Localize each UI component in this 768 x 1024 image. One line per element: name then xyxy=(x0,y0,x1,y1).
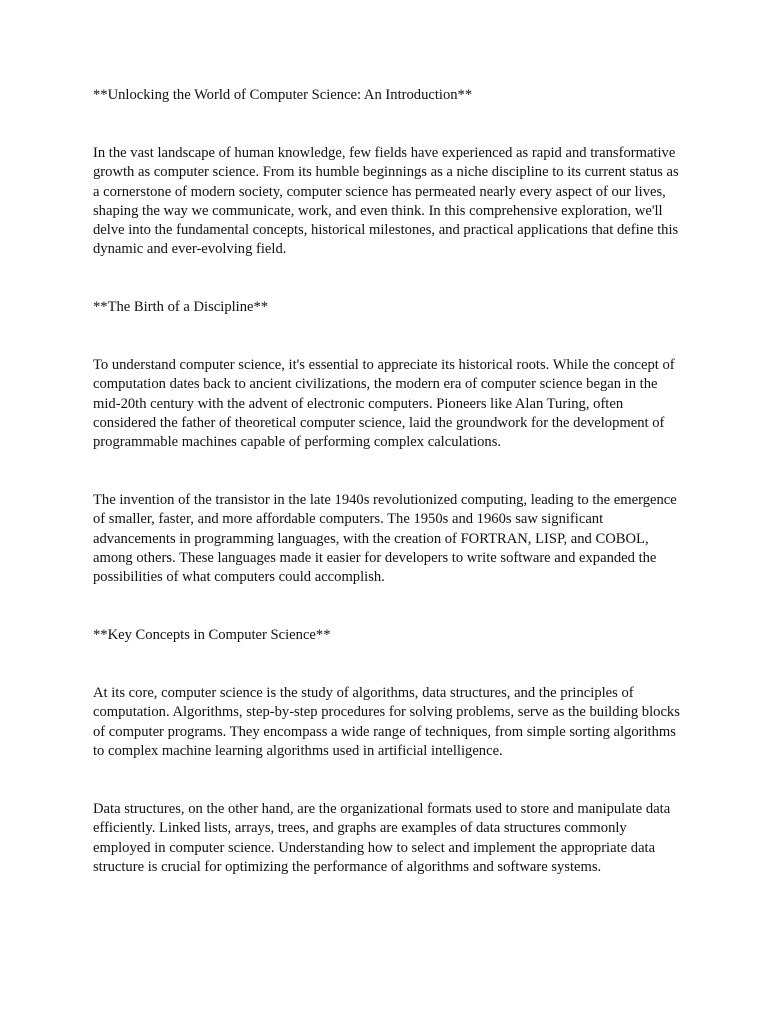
intro-heading: **Unlocking the World of Computer Science: An Introduction** xyxy=(93,87,473,103)
birth-paragraph-2: The invention of the transistor in the late 1940s revolutionized computing, leading to the emergence of smaller, faster, and more affordable computers. The 1950s and 1960s saw significant advancements in programming languages, with the creation of FORTRAN, LISP, and COBOL, among others. These languages made it easier for developers to write software and expanded the possibilities of what computers could accomplish. xyxy=(93,492,677,586)
concepts-paragraph-1: At its core, computer science is the study of algorithms, data structures, and the principles of computation. Algorithms, step-by-step procedures for solving problems, serve as the building blocks of computer programs. They encompass a wide range of techniques, from simple sorting algorithms to complex machine learning algorithms used in artificial intelligence. xyxy=(93,685,680,759)
intro-paragraph: In the vast landscape of human knowledge, few fields have experienced as rapid and transformative growth as computer science. From its humble beginnings as a niche discipline to its current status as a cornerstone of modern society, computer science has permeated nearly every aspect of our lives, shaping the way we communicate, work, and even think. In this comprehensive exploration, we'll delve into the fundamental concepts, historical milestones, and practical applications that define this dynamic and ever-evolving field. xyxy=(93,145,679,258)
concepts-paragraph-2: Data structures, on the other hand, are the organizational formats used to store and manipulate data efficiently. Linked lists, arrays, trees, and graphs are examples of data structures commonly employed in computer science. Understanding how to select and implement the appropriate data structure is crucial for optimizing the performance of algorithms and software systems. xyxy=(93,801,671,875)
birth-paragraph-1: To understand computer science, it's essential to appreciate its historical roots. While the concept of computation dates back to ancient civilizations, the modern era of computer science began in the mid-20th century with the advent of electronic computers. Pioneers like Alan Turing, often considered the father of theoretical computer science, laid the groundwork for the development of programmable machines capable of performing complex calculations. xyxy=(93,357,675,451)
concepts-heading: **Key Concepts in Computer Science** xyxy=(93,627,331,643)
birth-heading: **The Birth of a Discipline** xyxy=(93,299,269,315)
